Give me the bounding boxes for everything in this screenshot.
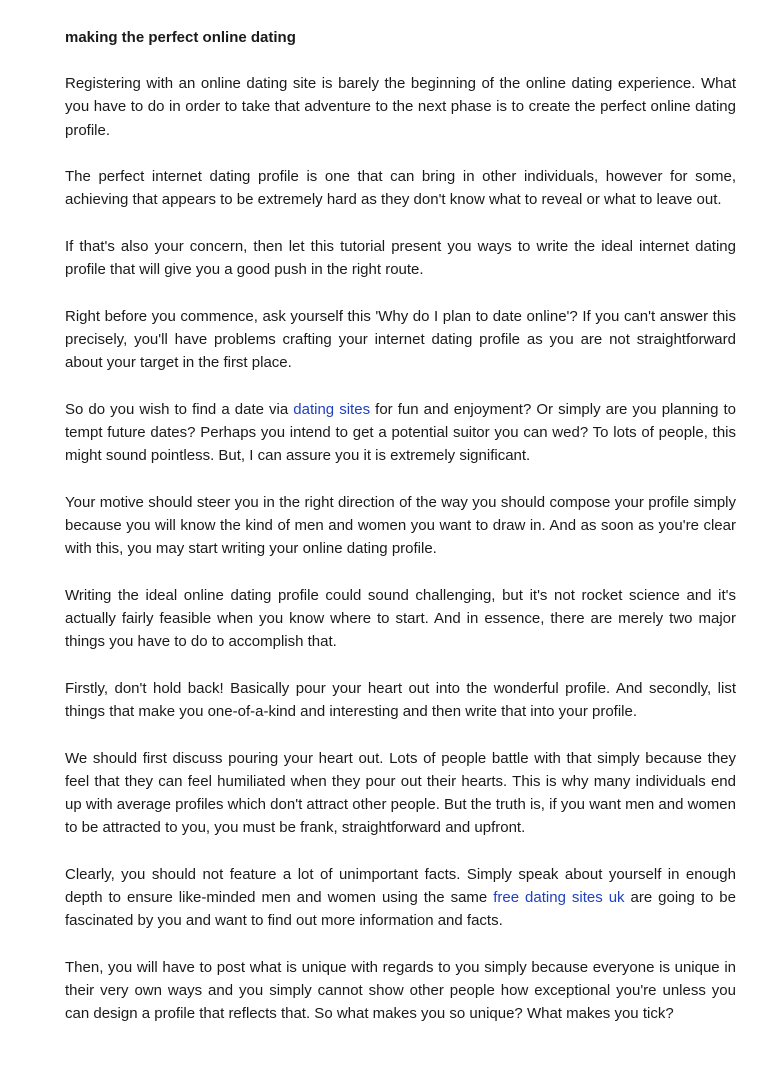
dating-sites-link[interactable]: dating sites <box>293 400 371 418</box>
paragraph-8: Firstly, don't hold back! Basically pour your heart out into the wonderful profile. And secondly, list things that make you one-of-a-kind and interesting and then write that into your profile. <box>65 679 736 720</box>
paragraph-2: The perfect internet dating profile is one that can bring in other individuals, however for some, achieving that appears to be extremely hard as they don't know what to reveal or what to leave out. <box>65 168 736 209</box>
paragraph-7: Writing the ideal online dating profile could sound challenging, but it's not rocket science and it's actually fairly feasible when you know where to start. And in essence, there are merely two major things you have to do to accomplish that. <box>65 586 736 651</box>
paragraph-10-text-after: are going to be fascinated by you and want to find out more information and facts. <box>65 889 736 930</box>
paragraph-3: If that's also your concern, then let this tutorial present you ways to write the ideal internet dating profile that will give you a good push in the right route. <box>65 238 736 279</box>
document-title: making the perfect online dating <box>65 29 296 46</box>
paragraph-9: We should first discuss pouring your heart out. Lots of people battle with that simply because they feel that they can feel humiliated when they pour out their hearts. This is why many individuals end up with average profiles which don't attract other people. But the truth is, if you want men and women to be attracted to you, you must be frank, straightforward and upfront. <box>65 749 736 837</box>
paragraph-5-text-after: for fun and enjoyment? Or simply are you planning to tempt future dates? Perhaps you intend to get a potential suitor you can wed? To lots of people, this might sound pointless. But, I can assure you it is extremely significant. <box>65 400 736 465</box>
paragraph-1: Registering with an online dating site is barely the beginning of the online dating experience. What you have to do in order to take that adventure to the next phase is to create the perfect online dating profile. <box>65 75 736 139</box>
paragraph-11: Then, you will have to post what is unique with regards to you simply because everyone is unique in their very own ways and you simply cannot show other people how exceptional you're unless you can design a profile that reflects that. So what makes you so unique? What makes you tick? <box>65 958 736 1023</box>
paragraph-5-text-before: So do you wish to find a date via <box>65 400 294 418</box>
paragraph-10-text-before: Clearly, you should not feature a lot of unimportant facts. Simply speak about yourself in enough depth to ensure like-minded men and women using the same <box>65 865 736 906</box>
paragraph-6: Your motive should steer you in the right direction of the way you should compose your profile simply because you will know the kind of men and women you want to draw in. And as soon as you're clear with this, you may start writing your online dating profile. <box>65 493 736 558</box>
free-dating-sites-uk-link[interactable]: free dating sites uk <box>493 889 625 906</box>
paragraph-4: Right before you commence, ask yourself this 'Why do I plan to date online'? If you can't answer this precisely, you'll have problems crafting your internet dating profile as you are not straightforward about your target in the first place. <box>65 307 736 372</box>
paragraph-5 <box>65 398 736 468</box>
paragraph-10 <box>65 863 736 933</box>
